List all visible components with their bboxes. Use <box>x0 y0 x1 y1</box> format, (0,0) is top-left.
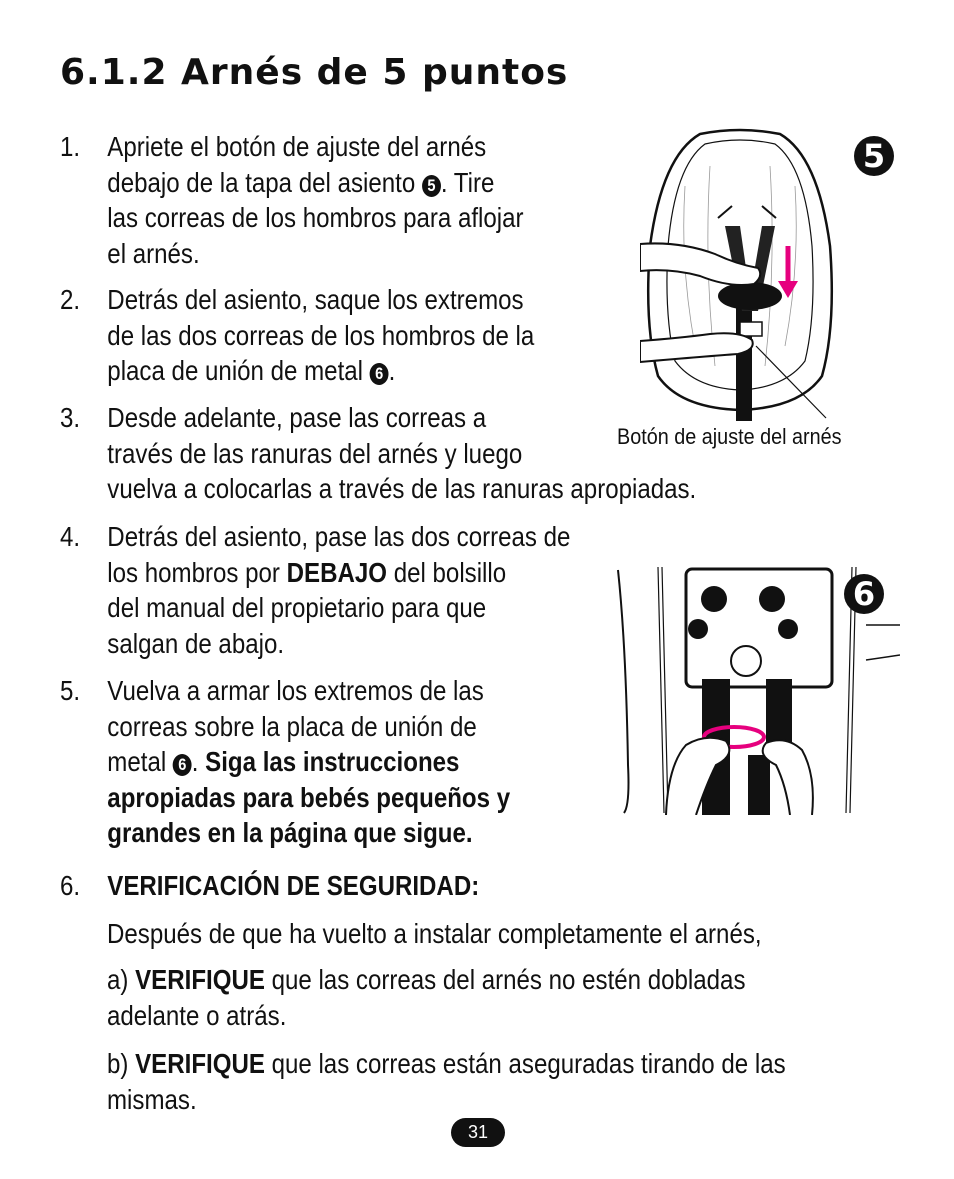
emphasis: apropiadas para bebés pequeños y <box>107 781 511 813</box>
figure-6-marker: 6 <box>844 574 884 614</box>
check-line <box>107 1046 786 1082</box>
step-text <box>107 400 696 507</box>
step-line: de las dos correas de los hombros de la <box>107 319 535 351</box>
step-line: Apriete el botón de ajuste del arnés <box>107 131 487 162</box>
step-text <box>107 282 534 389</box>
check-text-part: que las correas del arnés no estén dobladas <box>264 964 746 995</box>
step-line: Vuelva a armar los extremos de las <box>107 675 484 706</box>
step-line: Desde adelante, pase las correas a <box>107 402 487 433</box>
safety-intro: Después de que ha vuelto a instalar completamente el arnés, <box>107 918 762 949</box>
step-number: 5. <box>60 675 81 706</box>
step-number: 2. <box>60 284 81 315</box>
step-line: correas sobre la placa de unión de <box>107 710 477 742</box>
step-line: las correas de los hombros para aflojar <box>107 202 524 233</box>
step-line: el arnés. <box>107 237 200 269</box>
emphasis: VERIFIQUE <box>135 1048 265 1079</box>
figure-harness-adjust-illustration <box>640 126 840 426</box>
step-text-part: . <box>191 746 206 777</box>
step-text <box>107 673 510 851</box>
step-number: 6. <box>60 870 81 901</box>
step-text-part: debajo de la tapa del asiento <box>107 166 422 198</box>
step-text <box>107 868 479 904</box>
safety-check-a <box>107 962 745 1033</box>
emphasis: DEBAJO <box>286 556 388 588</box>
check-text-part: a) <box>107 964 136 995</box>
figure-reference-5: 5 <box>422 175 441 197</box>
step-text-part: . <box>388 355 396 386</box>
step-heading: VERIFICACIÓN DE SEGURIDAD: <box>107 870 480 901</box>
check-text-part: que las correas están aseguradas tirando de las <box>264 1048 786 1079</box>
step-text-part: metal <box>107 746 173 777</box>
step-line: vuelva a colocarlas a través de las ranuras apropiadas. <box>107 473 697 504</box>
step-line <box>107 353 534 389</box>
step-line: del manual del propietario para que <box>107 592 487 623</box>
page-number: 31 <box>451 1118 505 1147</box>
step-text-part: . Tire <box>440 166 495 198</box>
emphasis: VERIFIQUE <box>135 964 265 995</box>
step-line: Detrás del asiento, pase las dos correas de <box>107 521 571 552</box>
step-text <box>107 519 570 661</box>
check-line: mismas. <box>107 1083 197 1115</box>
figure-reference-6: 6 <box>370 363 389 385</box>
step-number: 4. <box>60 521 81 552</box>
step-line <box>107 780 510 816</box>
step-text-part: placa de unión de metal <box>107 355 370 386</box>
step-line <box>107 555 570 591</box>
figure-caption: Botón de ajuste del arnés <box>617 424 842 449</box>
step-number: 1. <box>60 131 81 162</box>
step-text-part: del bolsillo <box>387 556 507 588</box>
emphasis: grandes en la página que sigue. <box>107 817 473 848</box>
section-title: 6.1.2 Arnés de 5 puntos <box>60 52 569 93</box>
step-line <box>107 815 510 851</box>
figure-5-marker: 5 <box>854 136 894 176</box>
check-line: adelante o atrás. <box>107 999 287 1031</box>
figure-reference-6: 6 <box>173 754 192 776</box>
check-text-part: b) <box>107 1048 136 1079</box>
step-text-part: los hombros por <box>107 556 287 588</box>
step-text <box>107 129 523 271</box>
step-line <box>107 744 510 780</box>
check-line <box>107 962 745 998</box>
step-number: 3. <box>60 402 81 433</box>
step-line: salgan de abajo. <box>107 627 285 659</box>
step-line: Detrás del asiento, saque los extremos <box>107 284 524 315</box>
emphasis: Siga las instrucciones <box>205 746 460 777</box>
step-line <box>107 165 523 201</box>
safety-check-b <box>107 1046 786 1117</box>
step-line: través de las ranuras del arnés y luego <box>107 437 523 469</box>
